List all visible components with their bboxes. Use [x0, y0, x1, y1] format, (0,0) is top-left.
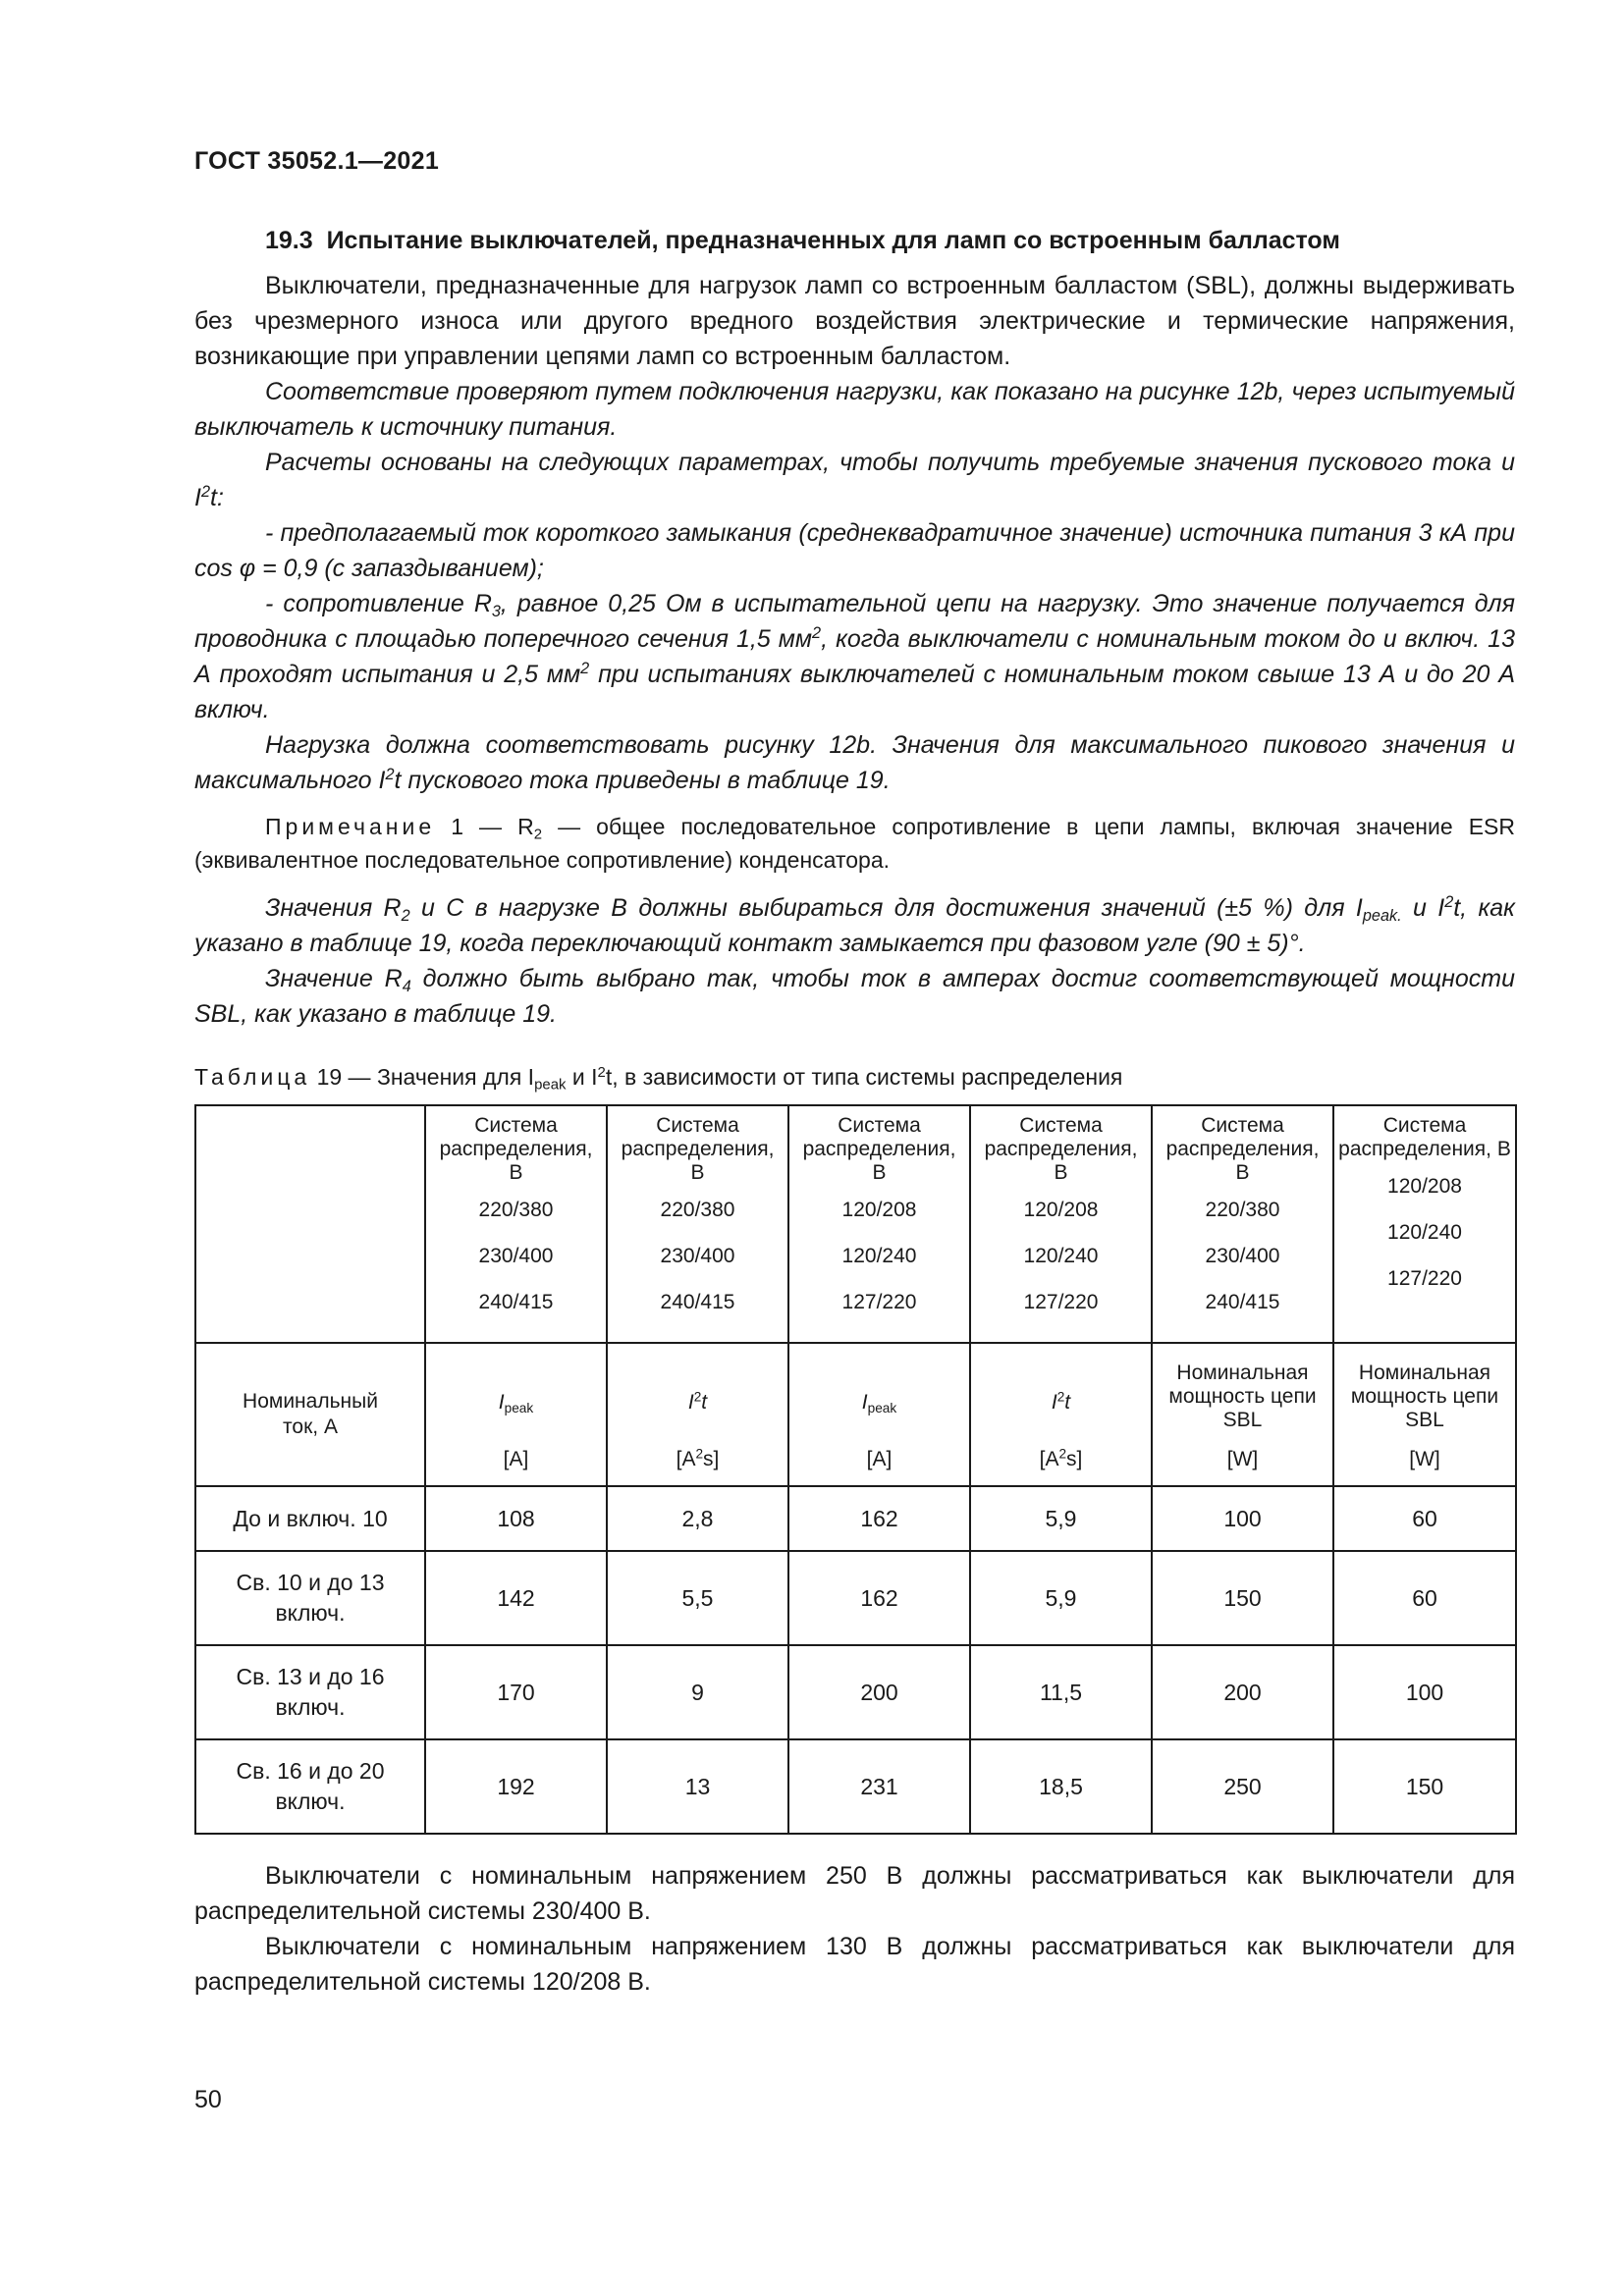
table-cell: 142: [425, 1551, 607, 1645]
system-header-cell: Система распределения, В 120/208 120/240 127/220: [1333, 1105, 1516, 1343]
table-cell: 150: [1333, 1739, 1516, 1834]
table-cell: 5,9: [970, 1486, 1152, 1551]
table-row: [195, 1551, 1516, 1645]
table-cell: 108: [425, 1486, 607, 1551]
note-label: Примечание: [265, 814, 436, 839]
power-cell: Номинальная мощность цепи SBL [W]: [1152, 1343, 1333, 1486]
table-header-systems: [195, 1105, 1516, 1343]
table-row: [195, 1739, 1516, 1834]
row-label: Св. 13 и до 16 включ.: [195, 1645, 425, 1739]
system-header-cell: Система распределения, В 220/380 230/400 240/415: [1152, 1105, 1333, 1343]
row-label: Св. 16 и до 20 включ.: [195, 1739, 425, 1834]
table-cell: 13: [607, 1739, 788, 1834]
paragraph-3: Расчеты основаны на следующих параметрах, чтобы получить требуемые значения пускового тока и $I^2t$:: [194, 449, 1515, 511]
row-label: До и включ. 10: [195, 1486, 425, 1551]
paragraph-1: Выключатели, предназначенные для нагрузок ламп со встроенным балластом (SBL), должны выдерживать без чрезмерного износа или другого вредного воздействия электрические и термические напряжения, возникающие при управлении цепями ламп со встроенным балластом.: [194, 272, 1515, 370]
system-header-cell: Система распределения, В 220/380 230/400 240/415: [607, 1105, 788, 1343]
paragraph-4: - предполагаемый ток короткого замыкания (среднеквадратичное значение) источника питания 3 кА при cos φ = 0,9 (с запаздыванием);: [194, 519, 1515, 582]
i2t-cell: $I^2t$ $[A^2s]$: [607, 1343, 788, 1486]
row-label: Св. 10 и до 13 включ.: [195, 1551, 425, 1645]
table-cell: 5,9: [970, 1551, 1152, 1645]
table-cell: 200: [788, 1645, 970, 1739]
system-header-cell: Система распределения, В 120/208 120/240 127/220: [970, 1105, 1152, 1343]
table-cell: 150: [1152, 1551, 1333, 1645]
paragraph-2: Соответствие проверяют путем подключения нагрузки, как показано на рисунке 12b, через испытуемый выключатель к источнику питания.: [194, 378, 1515, 441]
table-cell: 60: [1333, 1486, 1516, 1551]
table-cell: 60: [1333, 1551, 1516, 1645]
i2t-cell: $I^2t$ $[A^2s]$: [970, 1343, 1152, 1486]
paragraph-9: Выключатели с номинальным напряжением 250 В должны рассматриваться как выключатели для распределительной системы 230/400 В.: [194, 1862, 1515, 1925]
table-cell: 9: [607, 1645, 788, 1739]
document-header: ГОСТ 35052.1—2021: [194, 147, 440, 175]
power-cell: Номинальная мощность цепи SBL [W]: [1333, 1343, 1516, 1486]
paragraph-6: Нагрузка должна соответствовать рисунку 12b. Значения для максимального пикового значения и максимального $I^2t$ пускового тока приведены в таблице 19.: [194, 731, 1515, 794]
table-cell: 11,5: [970, 1645, 1152, 1739]
paragraph-8: Значение $R_4$ должно быть выбрано так, чтобы ток в амперах достиг соответствующей мощности SBL, как указано в таблице 19.: [194, 965, 1515, 1028]
system-header-cell: Система распределения, В 220/380 230/400 240/415: [425, 1105, 607, 1343]
paragraph-7: Значения $R_2$ и C в нагрузке B должны выбираться для достижения значений (±5 %) для $I_{peak.}$ и $I^2t$, как указано в таблице 19, когда переключающий контакт замыкается при фазовом угле (90 ± 5)°.: [194, 893, 1515, 957]
table-19: [194, 1104, 1517, 1835]
document-body: [194, 223, 1515, 2000]
empty-corner-cell: [195, 1105, 425, 1343]
row-header-cell: Номинальный ток, А: [195, 1343, 425, 1486]
table-caption: Таблица 19 — Значения для $I_{peak}$ и $I^2t$, в зависимости от типа системы распределения: [194, 1063, 1123, 1094]
table-cell: 200: [1152, 1645, 1333, 1739]
section-number: 19.3: [265, 227, 313, 254]
paragraph-10: Выключатели с номинальным напряжением 130 В должны рассматриваться как выключатели для распределительной системы 120/208 В.: [194, 1933, 1515, 1996]
table-cell: 18,5: [970, 1739, 1152, 1834]
after-table-text: [194, 1858, 1515, 2000]
table-cell: 100: [1152, 1486, 1333, 1551]
table-caption-label: Таблица: [194, 1064, 311, 1090]
table-cell: 5,5: [607, 1551, 788, 1645]
ipeak-cell: $I_{peak}$ [A]: [788, 1343, 970, 1486]
section-heading: [194, 223, 1515, 258]
table-cell: 2,8: [607, 1486, 788, 1551]
section-title: Испытание выключателей, предназначенных для ламп со встроенным балластом: [326, 227, 1340, 254]
paragraph-5: - сопротивление $R_3$, равное 0,25 Ом в испытательной цепи на нагрузку. Это значение получается для проводника с площадью поперечного сечения 1,5 $мм^2$, когда выключатели с номинальным током до и включ. 13 А проходят испытания и 2,5 $мм^2$ при испытаниях выключателей с номинальным током свыше 13 А и до 20 А включ.: [194, 590, 1516, 723]
table-cell: 162: [788, 1551, 970, 1645]
table-row: [195, 1486, 1516, 1551]
ipeak-cell: $I_{peak}$ [A]: [425, 1343, 607, 1486]
table-header-quantities: [195, 1343, 1516, 1486]
table-row: [195, 1645, 1516, 1739]
table-cell: 100: [1333, 1645, 1516, 1739]
table-cell: 162: [788, 1486, 970, 1551]
page-number: 50: [194, 2086, 222, 2113]
table-cell: 250: [1152, 1739, 1333, 1834]
note: Примечание 1 — $R_2$ — общее последовательное сопротивление в цепи лампы, включая значение ESR (эквивалентное последовательное сопротивление) конденсатора.: [194, 814, 1515, 873]
table-cell: 170: [425, 1645, 607, 1739]
table-cell: 231: [788, 1739, 970, 1834]
table-cell: 192: [425, 1739, 607, 1834]
system-header-cell: Система распределения, В 120/208 120/240 127/220: [788, 1105, 970, 1343]
